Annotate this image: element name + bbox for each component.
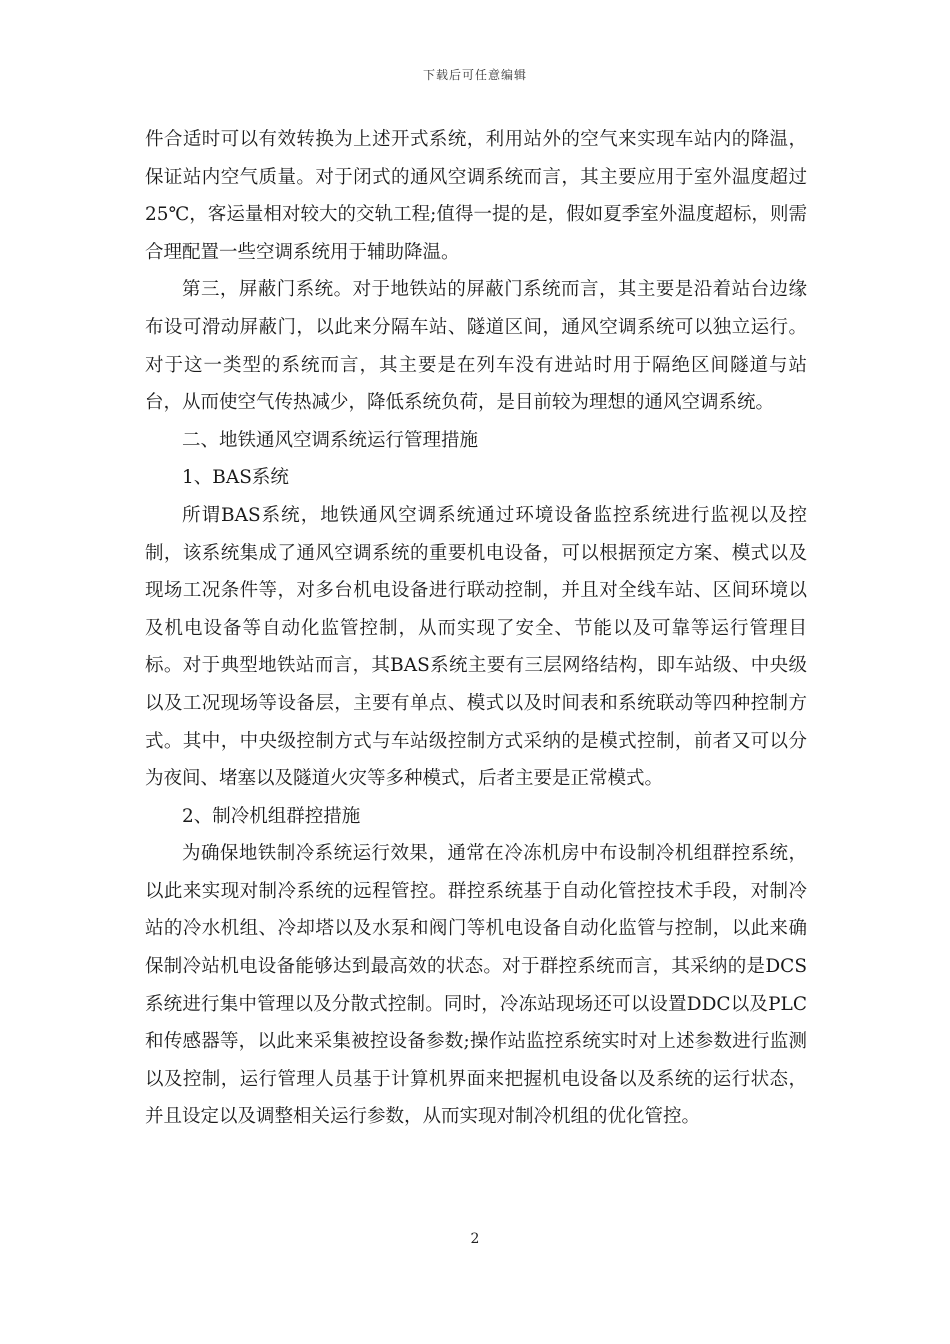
page-header: 下载后可任意编辑 [422,68,527,82]
paragraph-closed-system-continuation: 件合适时可以有效转换为上述开式系统，利用站外的空气来实现车站内的降温，保证站内空气质量。对于闭式的通风空调系统而言，其主要应用于室外温度超过25℃，客运量相对较大的交轨工程;值得一提的是，假如夏季室外温度超标，则需合理配置一些空调系统用于辅助降温。 [145,129,807,263]
paragraph-chiller-group-control: 为确保地铁制冷系统运行效果，通常在冷冻机房中布设制冷机组群控系统，以此来实现对制冷系统的远程管控。群控系统基于自动化管控技术手段，对制冷站的冷水机组、冷却塔以及水泵和阀门等机电设备自动化监管与控制，以此来确保制冷站机电设备能够达到最高效的状态。对于群控系统而言，其采纳的是DCS系统进行集中管理以及分散式控制。同时，冷冻站现场还可以设置DDC以及PLC和传感器等，以此来采集被控设备参数;操作站监控系统实时对上述参数进行监测以及控制，运行管理人员基于计算机界面来把握机电设备以及系统的运行状态，并且设定以及调整相关运行参数，从而实现对制冷机组的优化管控。 [145,843,807,1128]
page-number: 2 [470,1231,480,1247]
subheading-bas-system: 1、BAS系统 [182,467,289,489]
section-heading-management-measures: 二、地铁通风空调系统运行管理措施 [182,429,479,451]
paragraph-bas-system: 所谓BAS系统，地铁通风空调系统通过环境设备监控系统进行监视以及控制，该系统集成了通风空调系统的重要机电设备，可以根据预定方案、模式以及现场工况条件等，对多台机电设备进行联动控制，并且对全线车站、区间环境以及机电设备等自动化监管控制，从而实现了安全、节能以及可靠等运行管理目标。对于典型地铁站而言，其BAS系统主要有三层网络结构，即车站级、中央级以及工况现场等设备层，主要有单点、模式以及时间表和系统联动等四种控制方式。其中，中央级控制方式与车站级控制方式采纳的是模式控制，前者又可以分为夜间、堵塞以及隧道火灾等多种模式，后者主要是正常模式。 [145,504,807,790]
subheading-chiller-group-control: 2、制冷机组群控措施 [182,805,361,827]
paragraph-platform-screen-door: 第三，屏蔽门系统。对于地铁站的屏蔽门系统而言，其主要是沿着站台边缘布设可滑动屏蔽门，以此来分隔车站、隧道区间，通风空调系统可以独立运行。对于这一类型的系统而言，其主要是在列车没有进站时用于隔绝区间隧道与站台，从而使空气传热减少，降低系统负荷，是目前较为理想的通风空调系统。 [145,279,807,414]
document-body [145,121,807,1136]
